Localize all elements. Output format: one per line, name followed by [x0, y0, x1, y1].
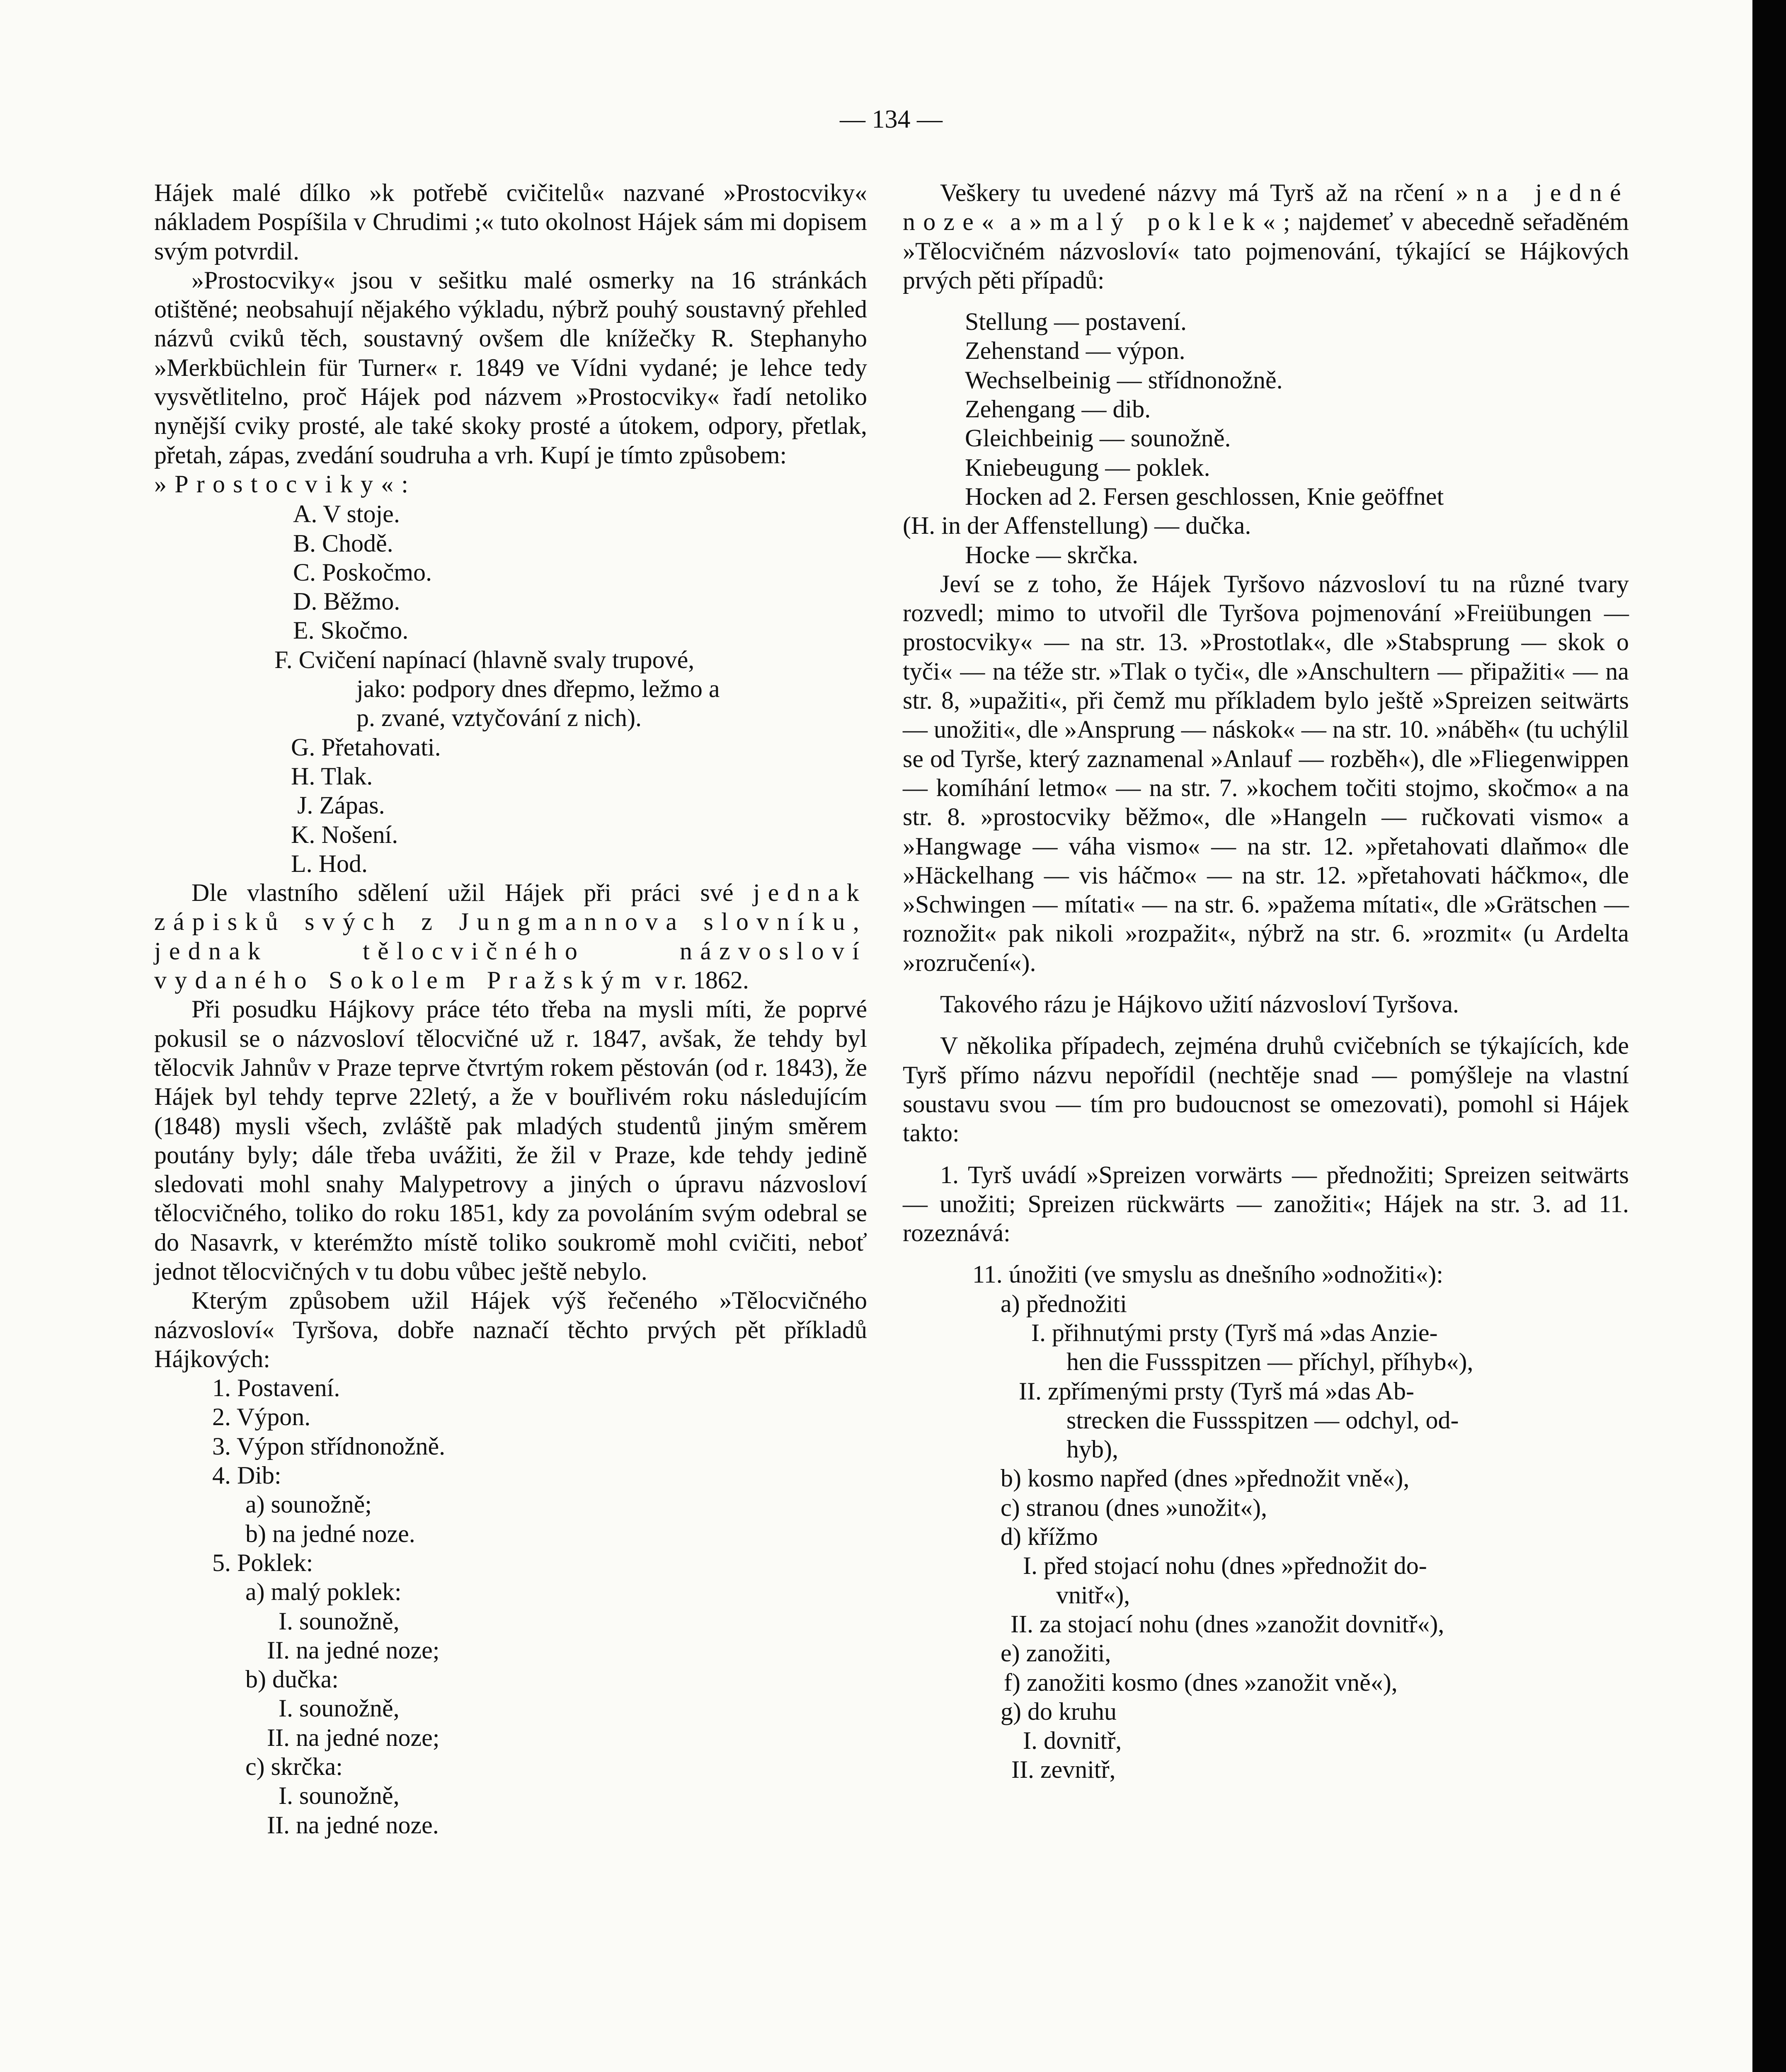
list-item: I. sounožně,	[279, 1607, 400, 1635]
spacer	[903, 295, 1629, 307]
list-item: 4. Dib:	[212, 1462, 281, 1489]
unoziti-list	[903, 1260, 1629, 1784]
spacer	[903, 1247, 1629, 1260]
list-item: b) kosmo napřed (dnes »přednožit vně«),	[1001, 1464, 1410, 1492]
list-item: hen die Fussspitzen — příchyl, příhyb«),	[1066, 1348, 1473, 1376]
list-item: II. na jedné noze.	[267, 1811, 439, 1839]
left-paragraph-2	[154, 266, 867, 499]
term-line: (H. in der Affenstellung) — dučka.	[903, 512, 1251, 540]
right-paragraph-5: 1. Tyrš uvádí »Spreizen vorwärts — přednožiti; Spreizen seitwärts — unožiti; Spreizen rückwärts — zanožiti«; Hájek na str. 3. ad 11. rozeznává:	[903, 1161, 1629, 1247]
list-item: E. Skočmo.	[293, 617, 409, 644]
left-paragraph-2-text: »Prostocviky« jsou v sešitku malé osmerky na 16 stránkách otištěné; neobsahují nějakého výkladu, nýbrž pouhý soustavný přehled názvů cviků těch, soustavný ovšem dle knížečky R. Stephanyho »Merkbüchlein für Turner« r. 1849 ve Vídni vydané; je lehce tedy vysvětlitelno, proč Hájek pod názvem »Prostocviky« řadí netoliko nynější cviky prosté, ale také skoky prosté a útokem, odpory, přetlak, přetah, zápas, zvedání soudruha a vrh. Kupí je tímto způsobem:	[154, 266, 867, 469]
left-column	[154, 178, 867, 1840]
list-item: II. zpřímenými prsty (Tyrš má »das Ab-	[1019, 1377, 1414, 1405]
spaced-term: »malý poklek«	[1029, 208, 1283, 236]
list-item: II. zevnitř,	[1011, 1756, 1116, 1784]
spacer	[903, 1148, 1629, 1160]
left-paragraph-3-end: v r. 1862.	[655, 966, 749, 994]
list-item: I. před stojací nohu (dnes »přednožit do-	[1023, 1552, 1427, 1580]
list-item: L. Hod.	[291, 850, 368, 877]
right-paragraph-1	[903, 178, 1629, 295]
list-item: 3. Výpon střídnonožně.	[212, 1432, 446, 1460]
left-paragraph-4: Při posudku Hájkovy práce této třeba na mysli míti, že poprvé pokusil se o názvosloví tělocvičné už r. 1847, avšak, že tehdy byl tělocvik Jahnův v Praze teprve čtvrtým rokem pěstován (od r. 1843), že Hájek byl tehdy teprve 22letý, a že v bouřlivém roku následujícím (1848) mysli všech, zvláště pak mladých studentů jiným směrem poutány byly; dále třeba uvážiti, že žil v Praze, kde tehdy jedině sledovati mohl snahy Malypetrovy a jiných o úpravu názvosloví tělocvičného, toliko do roku 1851, kdy za povoláním svým odebral se do Nasavrk, v kterémžto místě toliko soukromě mohl cvičiti, neboť jednot tělocvičných v tu dobu vůbec ještě nebylo.	[154, 995, 867, 1285]
list-item: J. Zápas.	[297, 792, 385, 819]
term-line: Hocken ad 2. Fersen geschlossen, Knie geöffnet	[965, 482, 1444, 510]
list-item: vnitř«),	[1056, 1581, 1130, 1609]
spacer	[903, 1019, 1629, 1031]
list-item: 2. Výpon.	[212, 1403, 311, 1431]
right-paragraph-3: Takového rázu je Hájkovo užití názvosloví Tyršova.	[940, 990, 1459, 1018]
prostocviky-list	[154, 499, 867, 878]
term-line: Zehengang — dib.	[965, 395, 1151, 423]
list-item: K. Nošení.	[291, 821, 398, 848]
list-item: H. Tlak.	[291, 762, 373, 790]
right-paragraph-1-rest: ; najdemeť v abecedně seřaděném »Tělocvičném názvosloví« tato pojmenování, týkající se Hájkových prvých pěti případů:	[903, 208, 1629, 294]
term-line: Kniebeugung — poklek.	[965, 453, 1210, 481]
prostocviky-heading: »Prostocviky«:	[154, 470, 417, 498]
right-paragraph-4: V několika případech, zejména druhů cvičebních se týkajících, kde Tyrš přímo názvu nepořídil (nechtěje snad — pomýšleje na vlastní soustavu svou — tím pro budoucnost se omezovati), pomohl si Hájek takto:	[903, 1032, 1629, 1147]
spacer	[903, 977, 1629, 990]
list-item: hyb),	[1066, 1435, 1118, 1463]
right-paragraph-1-text: Veškery tu uvedené názvy má Tyrš až na rčení	[940, 179, 1444, 206]
list-item: I. dovnitř,	[1023, 1727, 1122, 1755]
term-line: Zehenstand — výpon.	[965, 337, 1185, 365]
left-paragraph-3	[154, 878, 867, 995]
term-line: Wechselbeinig — střídnonožně.	[965, 366, 1283, 394]
list-item: f) zanožiti kosmo (dnes »zanožit vně«),	[1004, 1668, 1398, 1696]
list-item: I. sounožně,	[279, 1782, 400, 1810]
list-item: A. V stoje.	[293, 500, 400, 528]
term-line: Gleichbeinig — sounožně.	[965, 424, 1231, 452]
right-column	[903, 178, 1629, 1784]
list-item: c) stranou (dnes »unožit«),	[1001, 1493, 1267, 1521]
list-item: a) přednožiti	[1001, 1290, 1127, 1317]
term-line: Hocke — skrčka.	[965, 541, 1139, 569]
list-item: B. Chodě.	[293, 529, 393, 557]
list-item: D. Běžmo.	[293, 588, 400, 615]
list-item: 11. únožiti (ve smyslu as dnešního »odnožiti«):	[972, 1261, 1443, 1288]
list-item: g) do kruhu	[1001, 1697, 1117, 1725]
left-paragraph-3-text: Dle vlastního sdělení užil Hájek při práci své	[191, 879, 734, 907]
list-item: F. Cvičení napínací (hlavně svaly trupové,	[274, 646, 695, 673]
list-item: b) dučka:	[245, 1665, 339, 1693]
list-item: I. sounožně,	[279, 1694, 400, 1722]
left-paragraph-5: Kterým způsobem užil Hájek výš řečeného »Tělocvičného názvosloví« Tyršova, dobře naznačí těchto prvých pět příkladů Hájkových:	[154, 1287, 867, 1372]
list-item: II. na jedné noze;	[267, 1723, 440, 1751]
list-item: a) sounožně;	[245, 1491, 372, 1518]
list-item: e) zanožiti,	[1001, 1639, 1111, 1667]
list-item: p. zvané, vztyčování z nich).	[356, 704, 642, 732]
list-item: c) skrčka:	[245, 1753, 343, 1781]
haje-examples-list	[154, 1373, 867, 1840]
list-item: G. Přetahovati.	[291, 733, 441, 761]
term-line: Stellung — postavení.	[965, 308, 1187, 336]
list-item: II. za stojací nohu (dnes »zanožit dovnitř«),	[1011, 1610, 1444, 1638]
spaced-term: »na jedné noze«	[903, 179, 1629, 236]
list-item: C. Poskočmo.	[293, 558, 432, 586]
list-item: I. přihnutými prsty (Tyrš má »das Anzie-	[1031, 1319, 1438, 1346]
page-number: — 134 —	[840, 105, 943, 133]
list-item: jako: podpory dnes dřepmo, ležmo a	[356, 675, 720, 703]
list-item: d) křížmo	[1001, 1523, 1098, 1551]
left-paragraph-3-spaced: jednak zápisků svých z Jungmannova slovníku, jednak tělocvičného názvosloví vydaného Sokolem Pražským	[154, 879, 867, 994]
list-item: strecken die Fussspitzen — odchyl, od-	[1066, 1406, 1459, 1434]
list-item: 5. Poklek:	[212, 1549, 313, 1576]
list-item: 1. Postavení.	[212, 1374, 340, 1402]
list-item: II. na jedné noze;	[267, 1636, 440, 1664]
list-item: a) malý poklek:	[245, 1578, 402, 1606]
right-paragraph-1-and: a	[1002, 208, 1030, 236]
list-item: b) na jedné noze.	[245, 1520, 415, 1547]
terminology-list	[903, 307, 1629, 569]
left-paragraph-1: Hájek malé dílko »k potřebě cvičitelů« nazvané »Prostocviky« nákladem Pospíšila v Chrudimi ;« tuto okolnost Hájek sám mi dopisem svým potvrdil.	[154, 179, 867, 265]
right-paragraph-2: Jeví se z toho, že Hájek Tyršovo názvosloví tu na různé tvary rozvedl; mimo to utvořil dle Tyršova pojmenování »Freiübungen — prostocviky« — na str. 13. »Prostotlak«, dle »Stabsprung — skok o tyči« — na téže str. »Tlak o tyči«, dle »Anschultern — připažiti« — na str. 8, »upažiti«, při čemž mu příkladem bylo ještě »Spreizen seitwärts — unožiti«, dle »Ansprung — náskok« — na str. 10. »náběh« (tu uchýlil se od Tyrše, který zaznamenal »Anlauf — rozběh«), dle »Fliegenwippen — komíhání letmo« — na str. 7. »kochem točiti stojmo, skočmo« a na str. 8. »prostocviky běžmo«, dle »Hangeln — ručkovati vismo« a »Hangwage — váha vismo« — na str. 12. »přetahovati dlaňmo« dle »Häckelhang — vis háčmo« — na str. 12. »přetahovati háčkmo«, dle »Schwingen — mítati« — na str. 6. »pažema mítati«, dle »Grätschen — roznožit« pak nikoli »rozpažit«, nýbrž na str. 6. »rozmit« (u Ardelta »rozručení«).	[903, 570, 1629, 976]
